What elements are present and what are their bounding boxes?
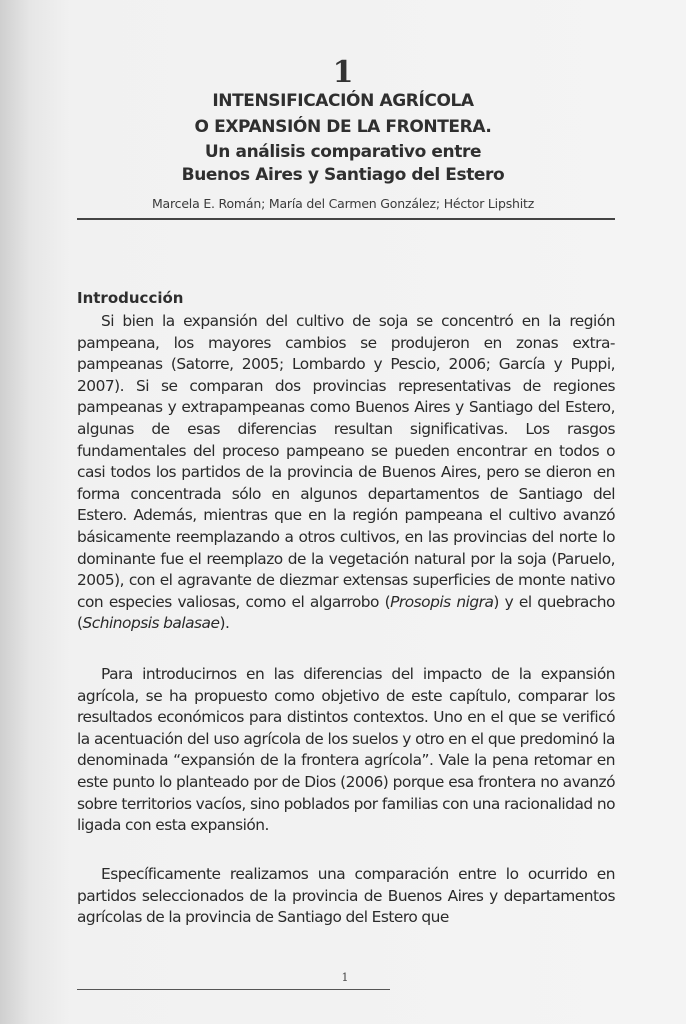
paragraph-1-text: Si bien la expansión del cultivo de soja se concentró en la región pampeana, los mayores cambios se produjeron en zonas extra-pampeanas (Satorre, 2005; Lombardo y Pescio, 2006; García y Puppi, 2007). Si se comparan dos provincias representativas de regiones pampeanas y extrapampeanas como Buenos Aires y Santiago del Estero, algunas de esas diferencias resultan significativas. Los rasgos fundamentales del proceso pampeano se pueden encontrar en todos o casi todos los partidos de la provincia de Buenos Aires, pero se dieron en forma concentrada sólo en algunos departamentos de Santiago del Estero. Además, mientras que en la región pampeana el cultivo avanzó básicamente reemplazando a otros cultivos, en las provincias del norte lo dominante fue el reemplazo de la vegetación natural por la soja (Paruelo, 2005), con el agravante de diezmar extensas superficies de monte nativo con especies valiosas, como el algarrobo ( [77,312,615,611]
chapter-title-line-2: O EXPANSIÓN DE LA FRONTERA. [194,117,492,137]
chapter-title-line-4: Buenos Aires y Santiago del Estero [181,165,505,185]
paragraph-3: Específicamente realizamos una comparación entre lo ocurrido en partidos seleccionados de la provincia de Buenos Aires y departamentos agrícolas de la provincia de Santiago del Estero que [77,865,615,927]
paragraph-1-text-b: ) y el quebracho ( [77,592,615,633]
authors: Marcela E. Román; María del Carmen González; Héctor Lipshitz [151,196,535,211]
chapter-number: 1 [332,55,354,90]
footer-rule [77,989,390,990]
chapter-title-line-3: Un análisis comparativo entre [204,142,482,162]
chapter-title-line-1: INTENSIFICACIÓN AGRÍCOLA [212,91,474,111]
species-name-2: Schinopsis balasae [82,614,220,633]
title-rule [77,218,615,220]
page-number: 1 [341,971,349,984]
section-heading: Introducción [77,289,184,307]
species-name-1: Prosopis nigra [390,592,494,611]
paragraph-1-text-c: ). [219,614,230,633]
paragraph-1 [77,311,615,635]
paragraph-2: Para introducirnos en las diferencias del impacto de la expansión agrícola, se ha propuesto como objetivo de este capítulo, comparar los resultados económicos para distintos contextos. Uno en el que se verificó la acentuación del uso agrícola de los suelos y otro en el que predominó la denominada “expansión de la frontera agrícola”. Vale la pena retomar en este punto lo planteado por de Dios (2006) porque esa frontera no avanzó sobre territorios vacíos, sino poblados por familias con una racionalidad no ligada con esta expansión. [77,665,615,835]
